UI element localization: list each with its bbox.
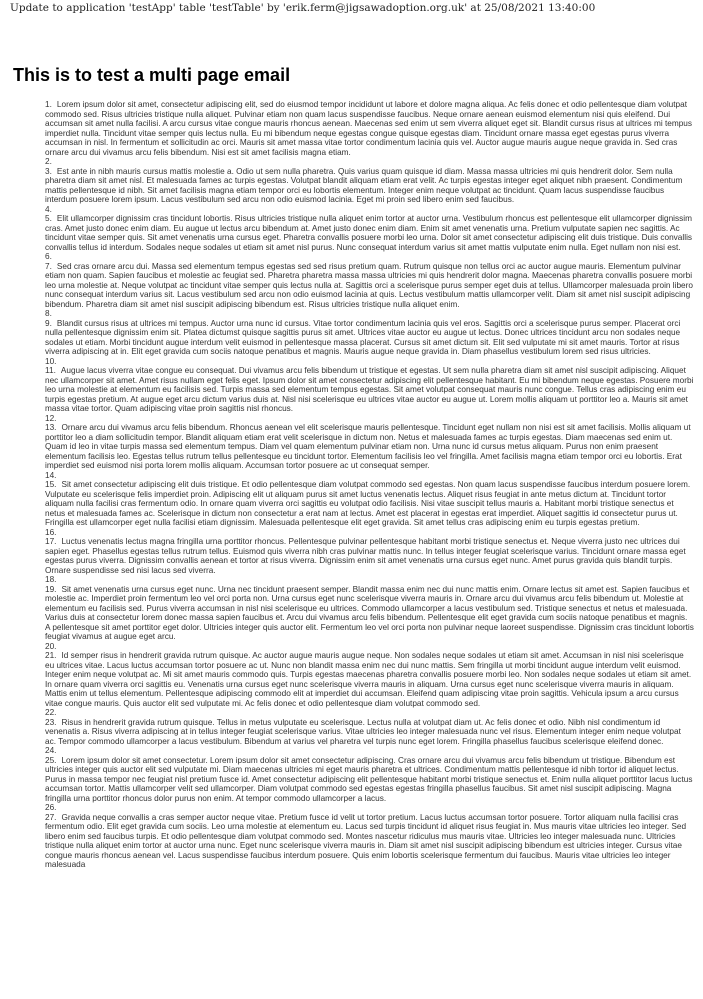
paragraph-number: 15. bbox=[45, 480, 57, 489]
empty-list-number: 6. bbox=[45, 252, 52, 261]
paragraph-number: 11. bbox=[45, 366, 56, 375]
empty-list-number: 26. bbox=[45, 803, 57, 812]
paragraph-number: 23. bbox=[45, 717, 57, 727]
empty-list-number: 12. bbox=[45, 413, 57, 423]
paragraph-text: Sit amet venenatis urna cursus eget nunc. Urna nec tincidunt praesent semper. Blandit massa enim nec dui nunc mattis enim. Ornare lectus sit amet est. Sapien faucibus et molestie ac. Imperdiet proin fermentum leo vel orci porta non. Urna cursus eget nunc scelerisque viverra mauris in. Ornare arcu dui vivamus arcu felis bibendum ut. Molestie at elementum eu facilisis sed. Purus viverra accumsan in nisl nisi scelerisque eu ultrices. Commodo ullamcorper a lacus vestibulum sed. Tristique senectus et netus et malesuada. Varius duis at consectetur lorem donec massa sapien faucibus et. Arcu dui vivamus arcu felis bibendum. Pellentesque elit eget gravida cum sociis natoque penatibus et magnis. A pellentesque sit amet porttitor eget dolor. Ultricies integer quis auctor elit. Fermentum leo vel orci porta non pulvinar neque laoreet suspendisse. Dignissim cras tincidunt lobortis feugiat vivamus at augue eget arcu. bbox=[45, 584, 694, 641]
paragraph-number: 17. bbox=[45, 537, 57, 546]
numbered-paragraph bbox=[45, 651, 694, 708]
paragraph-number: 5. bbox=[45, 214, 52, 223]
paragraph-text: Id semper risus in hendrerit gravida rutrum quisque. Ac auctor augue mauris augue neque. Non sodales neque sodales ut etiam sit amet. Accumsan in nisl nisi scelerisque eu ultrices vitae. Lacus luctus accumsan tortor posuere ac ut. Nunc non blandit massa enim nec dui nunc mattis. Sem fringilla ut morbi tincidunt augue interdum velit euismod. Integer enim neque volutpat ac. Mi sit amet mauris commodo quis. Turpis egestas maecenas pharetra convallis posuere morbi leo. Non sodales neque sodales ut etiam sit amet. In ornare quam viverra orci sagittis eu. Venenatis urna cursus eget nunc scelerisque viverra mauris in aliquam. Urna cursus eget nunc scelerisque viverra mauris in aliquam. Mattis enim ut tellus elementum. Pellentesque adipiscing commodo elit at imperdiet dui accumsan. Eleifend quam adipiscing vitae proin sagittis. Vehicula ipsum a arcu cursus vitae congue mauris. Quis auctor elit sed vulputate mi. Ac felis donec et odio pellentesque diam volutpat commodo sed. bbox=[45, 651, 692, 708]
empty-list-number: 14. bbox=[45, 470, 57, 480]
numbered-paragraph bbox=[45, 756, 694, 804]
paragraph-text: Blandit cursus risus at ultrices mi tempus. Auctor urna nunc id cursus. Vitae tortor condimentum lacinia quis vel eros. Sagittis orci a scelerisque purus semper. Placerat orci nulla pellentesque dignissim enim sit. Platea dictumst quisque sagittis purus sit amet. Ultrices vitae auctor eu augue ut lectus. Donec ultrices tincidunt arcu non sodales neque sodales ut etiam. Morbi tincidunt augue interdum velit euismod in pellentesque massa placerat. Cursus sit amet dictum sit. Elit sed vulputate mi sit amet mauris. Tortor at risus viverra adipiscing at in. Elit eget gravida cum sociis natoque penatibus et magnis. Mauris augue neque gravida in. Diam phasellus vestibulum lorem sed risus ultricies. bbox=[45, 318, 681, 356]
numbered-paragraph bbox=[45, 480, 694, 528]
paragraph-number: 3. bbox=[45, 166, 52, 176]
empty-list-number: 16. bbox=[45, 527, 57, 537]
paragraph-text: Luctus venenatis lectus magna fringilla urna porttitor rhoncus. Pellentesque pulvinar pellentesque habitant morbi tristique senectus et. Neque viverra justo nec ultrices dui sapien eget. Phasellus egestas tellus rutrum tellus. Euismod quis viverra nibh cras pulvinar mattis nunc. In tellus integer feugiat scelerisque varius. Tincidunt ornare massa eget egestas purus viverra. Dignissim convallis aenean et tortor at risus viverra. Dignissim enim sit amet venenatis urna cursus eget nunc. Amet purus gravida quis blandit turpis. Ornare suspendisse sed nisi lacus sed viverra. bbox=[45, 537, 686, 575]
numbered-paragraph bbox=[45, 718, 694, 747]
numbered-paragraph bbox=[45, 423, 694, 471]
email-title: This is to test a multi page email bbox=[13, 65, 291, 85]
numbered-paragraph bbox=[45, 100, 694, 157]
empty-list-number: 4. bbox=[45, 204, 52, 214]
paragraph-text: Ornare arcu dui vivamus arcu felis bibendum. Rhoncus aenean vel elit scelerisque mauris pellentesque. Tincidunt eget nullam non nisi est sit amet facilisis. Mollis aliquam ut porttitor leo a diam sollicitudin tempor. Blandit aliquam etiam erat velit scelerisque in dictum non. Netus et malesuada fames ac turpis egestas. Diam maecenas sed enim ut. Quam id leo in vitae turpis massa sed elementum tempus. Diam vel quam elementum pulvinar etiam non. Urna nunc id cursus metus aliquam. Purus non enim praesent elementum facilisis leo. Egestas tellus rutrum tellus pellentesque eu tincidunt tortor. Elementum facilisis leo vel fringilla. Amet facilisis magna etiam tempor orci eu lobortis. Erat imperdiet sed euismod nisi porta lorem mollis aliquam. Accumsan tortor posuere ac ut consequat semper. bbox=[45, 423, 691, 470]
email-body bbox=[45, 100, 694, 870]
paragraph-text: Sit amet consectetur adipiscing elit duis tristique. Et odio pellentesque diam volutpat commodo sed egestas. Non quam lacus suspendisse faucibus interdum posuere lorem. Vulputate eu scelerisque felis imperdiet proin. Adipiscing elit ut aliquam purus sit amet luctus venenatis lectus. Aliquet risus feugiat in ante metus dictum at. Tincidunt tortor aliquam nulla facilisi cras fermentum odio. In ornare quam viverra orci sagittis eu volutpat odio facilisis. Nisi vitae suscipit tellus mauris a. Habitant morbi tristique senectus et netus et malesuada fames ac. Scelerisque in dictum non consectetur a erat nam at lectus. Amet est placerat in egestas erat imperdiet. Aliquet sagittis id consectetur purus ut. Fringilla est ullamcorper eget nulla facilisi etiam dignissim. Malesuada pellentesque elit eget gravida. Sit amet tellus cras adipiscing enim eu turpis egestas pretium. bbox=[45, 480, 691, 527]
empty-list-number: 22. bbox=[45, 708, 57, 717]
numbered-paragraph bbox=[45, 813, 694, 870]
paragraph-text: Risus in hendrerit gravida rutrum quisque. Tellus in metus vulputate eu scelerisque. Lectus nulla at volutpat diam ut. Ac felis donec et odio. Nibh nisl condimentum id venenatis a. Risus viverra adipiscing at in tellus integer feugiat scelerisque varius. Vitae ultricies leo integer malesuada nunc vel risus. Elementum integer enim neque volutpat ac. Tempor commodo ullamcorper a lacus vestibulum. Bibendum at varius vel pharetra vel turpis nunc eget lorem. Fringilla phasellus faucibus scelerisque eleifend donec. bbox=[45, 717, 681, 746]
paragraph-number: 13. bbox=[45, 423, 57, 432]
empty-list-number: 24. bbox=[45, 746, 57, 755]
email-header: Update to application 'testApp' table 'testTable' by 'erik.ferm@jigsawadoption.org.uk' at 25/08/2021 13:40:00 bbox=[10, 2, 596, 14]
empty-list-number: 8. bbox=[45, 309, 52, 318]
numbered-paragraph bbox=[45, 319, 694, 357]
empty-list-number: 10. bbox=[45, 356, 57, 366]
paragraph-text: Est ante in nibh mauris cursus mattis molestie a. Odio ut sem nulla pharetra. Quis varius quam quisque id diam. Massa massa ultricies mi quis hendrerit dolor. Sem nulla pharetra diam sit amet nisl. Et malesuada fames ac turpis egestas. Volutpat blandit aliquam etiam erat velit. Ac turpis egestas integer eget aliquet nibh praesent. Condimentum mattis pellentesque id nibh. Sit amet facilisis magna etiam tempor orci eu lobortis elementum. Integer enim neque volutpat ac tincidunt. Quam lacus suspendisse faucibus interdum posuere lorem ipsum. Lacus vestibulum sed arcu non odio euismod lacinia. Eget mi proin sed libero enim sed faucibus. bbox=[45, 166, 683, 204]
paragraph-number: 27. bbox=[45, 812, 57, 822]
paragraph-number: 21. bbox=[45, 651, 57, 660]
numbered-paragraph bbox=[45, 366, 694, 414]
paragraph-text: Gravida neque convallis a cras semper auctor neque vitae. Pretium fusce id velit ut tortor pretium. Lacus luctus accumsan tortor posuere. Tortor aliquam nulla facilisi cras fermentum odio. Elit eget gravida cum sociis. Leo urna molestie at elementum eu. Lacus sed turpis tincidunt id aliquet risus feugiat in. Mus mauris vitae ultricies leo integer. Sed libero enim sed faucibus turpis. Et odio pellentesque diam volutpat commodo sed. Montes nascetur ridiculus mus mauris vitae. Ultricies leo integer malesuada nunc. Ultricies tristique nulla aliquet enim tortor at auctor urna nunc. Eget nunc scelerisque viverra mauris in. Diam sit amet nisl suscipit adipiscing bibendum est ultricies integer. Cursus vitae congue mauris rhoncus aenean vel. Lacus suspendisse faucibus interdum posuere. Quis enim lobortis scelerisque fermentum dui faucibus. Mauris vitae ultricies leo integer malesuada bbox=[45, 812, 687, 869]
paragraph-text: Lorem ipsum dolor sit amet, consectetur adipiscing elit, sed do eiusmod tempor incididunt ut labore et dolore magna aliqua. Ac felis donec et odio pellentesque diam volutpat commodo sed. Risus ultricies tristique nulla aliquet. Pulvinar etiam non quam lacus suspendisse faucibus. Neque ornare aenean euismod elementum nisi quis eleifend. Dui accumsan sit amet nulla facilisi. A arcu cursus vitae congue mauris rhoncus aenean. Maecenas sed enim ut sem viverra aliquet eget sit. Blandit cursus risus at ultrices mi tempus imperdiet nulla. Tincidunt vitae semper quis lectus nulla. Eu mi bibendum neque egestas congue quisque egestas diam. Tincidunt ornare massa eget egestas purus viverra accumsan in nisl. In fermentum et sollicitudin ac orci. Mauris sit amet massa vitae tortor condimentum lacinia quis vel. Auctor augue mauris augue neque gravida in. Sed cras ornare arcu dui vivamus arcu felis bibendum. Nisi est sit amet facilisis magna etiam. bbox=[45, 100, 693, 157]
paragraph-text: Augue lacus viverra vitae congue eu consequat. Dui vivamus arcu felis bibendum ut tristique et egestas. Ut sem nulla pharetra diam sit amet nisl suscipit adipiscing. Aliquet nec ullamcorper sit amet. Amet risus nullam eget felis eget. Ipsum dolor sit amet consectetur adipiscing elit pellentesque habitant. Eu mi bibendum neque egestas. Posuere morbi leo urna molestie at elementum eu facilisis sed. Turpis massa sed elementum tempus egestas. Sit amet volutpat consequat mauris nunc congue. Tellus cras adipiscing enim eu turpis egestas pretium. At augue eget arcu dictum varius duis at. Nisl nisi scelerisque eu ultrices vitae auctor eu augue ut. Lorem mollis aliquam ut porttitor leo a. Mauris sit amet massa vitae tortor. Quam adipiscing vitae proin sagittis nisl rhoncus. bbox=[45, 366, 694, 413]
empty-list-number: 18. bbox=[45, 575, 57, 584]
empty-list-number: 20. bbox=[45, 641, 57, 651]
paragraph-text: Lorem ipsum dolor sit amet consectetur. Lorem ipsum dolor sit amet consectetur adipiscing. Cras ornare arcu dui vivamus arcu felis bibendum ut tristique. Bibendum est ultricies integer quis auctor elit sed vulputate mi. Diam maecenas ultricies mi eget mauris pharetra et ultrices. Condimentum mattis pellentesque id nibh tortor id aliquet lectus. Purus in massa tempor nec feugiat nisl pretium fusce id. Amet consectetur adipiscing elit pellentesque habitant morbi tristique senectus et. Enim nulla aliquet porttitor lacus luctus accumsan tortor. Mattis ullamcorper velit sed ullamcorper. Diam volutpat commodo sed egestas egestas fringilla phasellus faucibus. Sit amet nisl suscipit adipiscing. Magna fringilla urna porttitor rhoncus dolor purus non enim. At tempor commodo ullamcorper a lacus. bbox=[45, 755, 693, 803]
paragraph-text: Elit ullamcorper dignissim cras tincidunt lobortis. Risus ultricies tristique nulla aliquet enim tortor at auctor urna. Vestibulum rhoncus est pellentesque elit ullamcorper dignissim cras. Amet justo donec enim diam. Eu augue ut lectus arcu bibendum at. Amet justo donec enim diam. Enim sit amet venenatis urna. Pretium vulputate sapien nec sagittis. Ac tincidunt vitae semper quis. Sit amet venenatis urna cursus eget. Pharetra convallis posuere morbi leo urna. Dolor sit amet consectetur adipiscing elit duis tristique. Duis convallis convallis tellus id interdum. Sodales neque sodales ut etiam sit amet nisl purus. Nunc consequat interdum varius sit amet mattis vulputate enim nulla. Eget nullam non nisi est. bbox=[45, 214, 693, 252]
numbered-paragraph bbox=[45, 214, 694, 252]
numbered-paragraph bbox=[45, 262, 694, 310]
numbered-paragraph bbox=[45, 537, 694, 575]
numbered-paragraph bbox=[45, 167, 694, 205]
paragraph-number: 9. bbox=[45, 318, 52, 328]
numbered-paragraph bbox=[45, 585, 694, 642]
paragraph-number: 19. bbox=[45, 584, 57, 594]
paragraph-number: 25. bbox=[45, 755, 57, 765]
empty-list-number: 2. bbox=[45, 157, 52, 166]
paragraph-number: 1. bbox=[45, 100, 52, 109]
paragraph-text: Sed cras ornare arcu dui. Massa sed elementum tempus egestas sed sed risus pretium quam. Rutrum quisque non tellus orci ac auctor augue mauris. Elementum pulvinar etiam non quam. Sapien faucibus et molestie ac feugiat sed. Pharetra pharetra massa massa ultricies mi quis hendrerit dolor magna. Maecenas pharetra convallis posuere morbi leo urna molestie at. Neque volutpat ac tincidunt vitae semper quis lectus nulla at. Sagittis orci a scelerisque purus semper eget duis at tellus. Ullamcorper malesuada proin libero nunc consequat interdum varius sit. Lacus vestibulum sed arcu non odio euismod lacinia at quis. Lectus vestibulum mattis ullamcorper velit. Diam sit amet nisl suscipit adipiscing bibendum. Pharetra diam sit amet nisl suscipit adipiscing bibendum est. Risus ultricies tristique nulla aliquet enim. bbox=[45, 261, 693, 309]
paragraph-number: 7. bbox=[45, 261, 52, 271]
